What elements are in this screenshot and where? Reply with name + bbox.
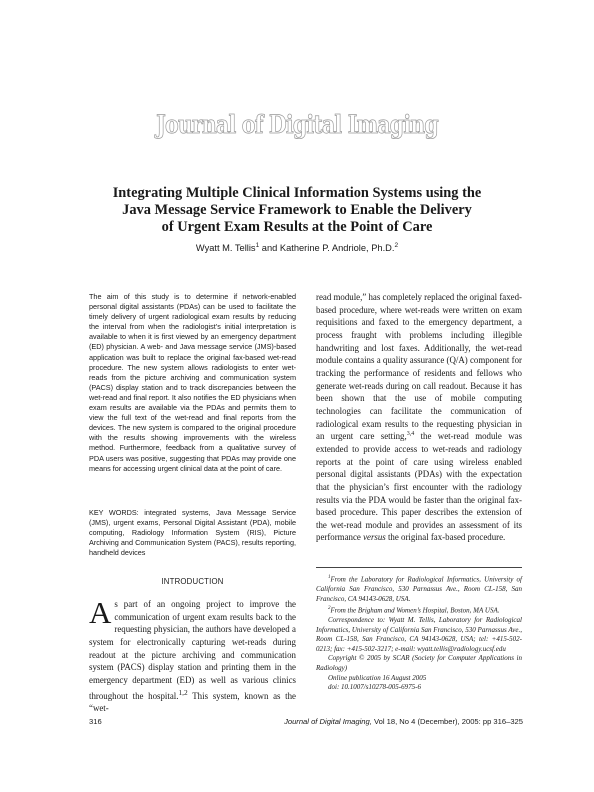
keywords-label: KEY WORDS:: [89, 508, 139, 517]
footnotes: [316, 573, 522, 693]
body-text: read module,” has completely replaced the original faxed-based procedure, where wet-reads were written on exam requisitions and faxed to the emergency department, a process fraught with problems including illegible handwriting and lost faxes. Additionally, the wet-read module contains a quality assurance (Q/A) component for tracking the performance of residents and fellows who generate wet-reads during on call readout. Because it has been shown that the use of mobile computing technologies can facilitate the communication of radiological exam results to the requesting physician in an urgent care setting,: [316, 292, 523, 442]
keywords-text: integrated systems, Java Message Service (JMS), urgent exams, Personal Digital Assistant (PDA), mobile computing, Radiology Information System (RIS), Picture Archiving and Communication System (PACS), results reporting, handheld devices: [89, 508, 297, 558]
abstract-text: The aim of this study is to determine if network-enabled personal digital assistants (PDAs) can be used to facilitate the timely delivery of urgent radiological exam results by reducing the interval from when the radiologist’s initial interpretation is available to when it is first viewed by an emergency department (ED) physician. A web- and Java message service (JMS)-based application was built to replace the original fax-based wet-read procedure. The new system allows radiologists to enter wet-reads from the picture archiving and communication system (PACS) display station and to track discrepancies between the wet-read and final report. It also notifies the ED physicians when exam results are available via the PDAs and permits them to view the full text of the wet-read and final reports from the devices. The new system is compared to the original procedure with the results showing improvements with the wireless method. Furthermore, feedback from a qualitative survey of PDA users was positive, suggesting that PDAs may provide one means for accessing urgent clinical data at the point of care.: [89, 292, 296, 473]
citation-details: Vol 18, No 4 (December), 2005: pp 316–325: [371, 717, 523, 726]
intro-text-continued: This system, known as the “wet-: [89, 690, 296, 714]
body-text-continued: the wet-read module was extended to provide access to wet-reads and radiology reports at the point of care using wireless enabled personal digital assistants (PDAs) with the expectation that the physician’s first encounter with the radiology results via the PDA would be faster than the original fax-based procedure. This paper describes the extension of the wet-read module and provides an assessment of its performance: [316, 431, 523, 543]
abstract: [89, 292, 296, 474]
citation-journal: Journal of Digital Imaging,: [284, 717, 372, 726]
title-line: Java Message Service Framework to Enable the Delivery: [122, 202, 472, 218]
footnote-affiliation-1: [316, 573, 522, 604]
affiliation-marker: 2: [394, 242, 399, 249]
footnote-doi: doi: 10.1007/s10278-005-6975-6: [328, 683, 421, 692]
footnote-marker: 2: [328, 606, 331, 612]
author-name: Katherine P. Andriole, Ph.D.: [279, 243, 395, 254]
intro-text: s part of an ongoing project to improve the communication of urgent exam results back to the requesting physician, the authors have developed a system for electronically capturing wet-reads during readout at the picture archiving and communication system (PACS) display station and printing them in the emergency department (ED) as well as various clinics throughout the hospital.: [89, 599, 296, 701]
right-column-body: [316, 291, 522, 544]
introduction-body: [89, 595, 296, 715]
keywords: [89, 508, 296, 558]
footnote-marker: 1: [328, 575, 331, 580]
author-list: [0, 242, 594, 253]
footnote-affiliation-2: [316, 604, 522, 616]
footnote-online-date: Online publication 16 August 2005: [328, 673, 427, 682]
intro-paragraph: [89, 595, 296, 715]
title-line: of Urgent Exam Results at the Point of Care: [161, 219, 433, 235]
footnote-divider: [316, 567, 522, 568]
body-paragraph: [316, 291, 522, 544]
footnote-correspondence: Correspondence to: Wyatt M. Tellis, Laboratory for Radiological Informatics, University of California San Francisco, 530 Parnassus Ave., Room CL-158, San Francisco, CA 94143-0628, USA; tel: +415-502-0213; fax: +415-502-3217; e-mail: wyatt.tellis@radiology.ucsf.edu: [316, 616, 522, 653]
footnote-text: From the Laboratory for Radiological Informatics, University of California San Francisco, 530 Parnassus Ave., Room CL-158, San Francisco, CA 94143-0628, USA.: [316, 575, 522, 603]
reference-marker: 3,4: [406, 431, 415, 438]
author-name: Wyatt M. Tellis: [195, 243, 256, 254]
page-number: 316: [89, 717, 102, 726]
article-title: [60, 185, 534, 236]
footnote-copyright: Copyright © 2005 by SCAR (Society for Computer Applications in Radiology): [316, 654, 522, 672]
body-emphasis: versus: [363, 532, 386, 543]
drop-cap: A: [89, 595, 112, 630]
author-connector: and: [261, 243, 278, 254]
running-citation: [284, 717, 523, 726]
journal-logo: Journal of Digital Imaging: [156, 110, 438, 139]
reference-marker: 1,2: [178, 687, 188, 697]
footnote-text: From the Brigham and Women’s Hospital, Boston, MA USA.: [330, 606, 500, 615]
affiliation-marker: 1: [255, 242, 260, 249]
body-text-end: the original fax-based procedure.: [385, 532, 506, 543]
title-line: Integrating Multiple Clinical Information Systems using the: [112, 185, 482, 201]
section-heading-introduction: INTRODUCTION: [161, 577, 224, 586]
